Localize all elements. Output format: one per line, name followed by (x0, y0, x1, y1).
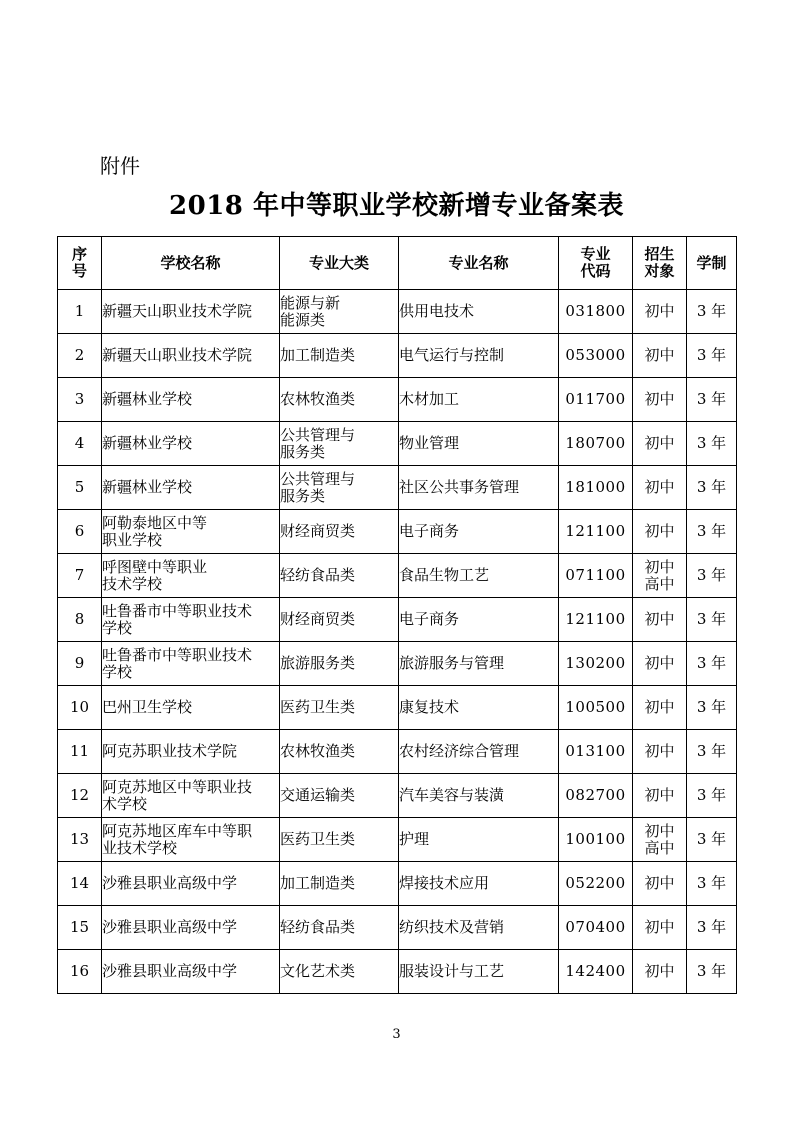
cell-school: 吐鲁番市中等职业技术 学校 (102, 598, 280, 642)
cell-no: 9 (58, 642, 102, 686)
header-major: 专业名称 (399, 237, 559, 290)
cell-duration: 3 年 (687, 818, 737, 862)
cell-category: 加工制造类 (280, 334, 399, 378)
cell-school: 阿克苏地区库车中等职 业技术学校 (102, 818, 280, 862)
table-row (58, 818, 737, 862)
cell-target: 初中 (633, 906, 687, 950)
cell-code: 130200 (559, 642, 633, 686)
header-duration: 学制 (687, 237, 737, 290)
cell-major: 旅游服务与管理 (399, 642, 559, 686)
cell-school: 阿勒泰地区中等 职业学校 (102, 510, 280, 554)
table-row (58, 774, 737, 818)
cell-major: 护理 (399, 818, 559, 862)
cell-code: 142400 (559, 950, 633, 994)
cell-code: 070400 (559, 906, 633, 950)
cell-category: 农林牧渔类 (280, 730, 399, 774)
cell-no: 14 (58, 862, 102, 906)
cell-category: 农林牧渔类 (280, 378, 399, 422)
cell-target: 初中 (633, 334, 687, 378)
cell-category: 公共管理与 服务类 (280, 422, 399, 466)
cell-duration: 3 年 (687, 774, 737, 818)
cell-code: 013100 (559, 730, 633, 774)
table-row (58, 290, 737, 334)
table-row (58, 862, 737, 906)
cell-school: 新疆林业学校 (102, 422, 280, 466)
cell-school: 新疆天山职业技术学院 (102, 334, 280, 378)
cell-major: 康复技术 (399, 686, 559, 730)
cell-duration: 3 年 (687, 422, 737, 466)
cell-target: 初中 (633, 950, 687, 994)
cell-major: 农村经济综合管理 (399, 730, 559, 774)
cell-duration: 3 年 (687, 862, 737, 906)
cell-duration: 3 年 (687, 334, 737, 378)
table-row (58, 730, 737, 774)
cell-category: 公共管理与 服务类 (280, 466, 399, 510)
table-row (58, 334, 737, 378)
cell-code: 031800 (559, 290, 633, 334)
cell-category: 文化艺术类 (280, 950, 399, 994)
cell-no: 11 (58, 730, 102, 774)
table-row (58, 642, 737, 686)
cell-category: 轻纺食品类 (280, 554, 399, 598)
cell-duration: 3 年 (687, 642, 737, 686)
cell-school: 新疆林业学校 (102, 466, 280, 510)
cell-duration: 3 年 (687, 730, 737, 774)
cell-major: 汽车美容与装潢 (399, 774, 559, 818)
cell-school: 巴州卫生学校 (102, 686, 280, 730)
cell-target: 初中 (633, 378, 687, 422)
cell-major: 木材加工 (399, 378, 559, 422)
cell-target: 初中 (633, 510, 687, 554)
cell-major: 食品生物工艺 (399, 554, 559, 598)
cell-no: 8 (58, 598, 102, 642)
cell-no: 12 (58, 774, 102, 818)
table-row (58, 466, 737, 510)
cell-target: 初中 (633, 862, 687, 906)
cell-no: 4 (58, 422, 102, 466)
cell-no: 2 (58, 334, 102, 378)
cell-category: 旅游服务类 (280, 642, 399, 686)
cell-code: 100500 (559, 686, 633, 730)
table-row (58, 906, 737, 950)
cell-no: 15 (58, 906, 102, 950)
cell-major: 电气运行与控制 (399, 334, 559, 378)
cell-school: 呼图壁中等职业 技术学校 (102, 554, 280, 598)
cell-target: 初中 (633, 598, 687, 642)
cell-school: 阿克苏地区中等职业技 术学校 (102, 774, 280, 818)
cell-duration: 3 年 (687, 906, 737, 950)
page-number: 3 (392, 1027, 401, 1042)
header-category: 专业大类 (280, 237, 399, 290)
cell-target: 初中 (633, 290, 687, 334)
cell-no: 5 (58, 466, 102, 510)
cell-duration: 3 年 (687, 510, 737, 554)
cell-category: 轻纺食品类 (280, 906, 399, 950)
cell-target: 初中 (633, 466, 687, 510)
header-target: 招生 对象 (633, 237, 687, 290)
cell-no: 1 (58, 290, 102, 334)
cell-duration: 3 年 (687, 950, 737, 994)
cell-major: 纺织技术及营销 (399, 906, 559, 950)
cell-duration: 3 年 (687, 686, 737, 730)
cell-code: 071100 (559, 554, 633, 598)
table-row (58, 598, 737, 642)
document-title: 2018 年中等职业学校新增专业备案表 (169, 191, 624, 221)
cell-school: 阿克苏职业技术学院 (102, 730, 280, 774)
cell-target: 初中 (633, 642, 687, 686)
cell-code: 082700 (559, 774, 633, 818)
cell-target: 初中 (633, 774, 687, 818)
cell-school: 新疆天山职业技术学院 (102, 290, 280, 334)
cell-major: 服装设计与工艺 (399, 950, 559, 994)
table-row (58, 422, 737, 466)
cell-major: 电子商务 (399, 510, 559, 554)
cell-code: 052200 (559, 862, 633, 906)
cell-no: 7 (58, 554, 102, 598)
cell-category: 交通运输类 (280, 774, 399, 818)
table-row (58, 554, 737, 598)
cell-category: 财经商贸类 (280, 598, 399, 642)
cell-target: 初中 (633, 730, 687, 774)
cell-no: 16 (58, 950, 102, 994)
cell-duration: 3 年 (687, 466, 737, 510)
cell-no: 6 (58, 510, 102, 554)
cell-code: 180700 (559, 422, 633, 466)
cell-major: 供用电技术 (399, 290, 559, 334)
cell-code: 121100 (559, 598, 633, 642)
cell-duration: 3 年 (687, 378, 737, 422)
cell-major: 焊接技术应用 (399, 862, 559, 906)
cell-target: 初中 高中 (633, 818, 687, 862)
cell-duration: 3 年 (687, 290, 737, 334)
cell-no: 3 (58, 378, 102, 422)
cell-major: 物业管理 (399, 422, 559, 466)
attachment-label: 附件 (100, 154, 140, 178)
table-row (58, 686, 737, 730)
cell-school: 沙雅县职业高级中学 (102, 862, 280, 906)
header-no: 序 号 (58, 237, 102, 290)
header-row (58, 237, 737, 290)
cell-target: 初中 (633, 686, 687, 730)
cell-code: 121100 (559, 510, 633, 554)
table-row (58, 950, 737, 994)
cell-no: 10 (58, 686, 102, 730)
table-row (58, 510, 737, 554)
cell-code: 011700 (559, 378, 633, 422)
cell-category: 加工制造类 (280, 862, 399, 906)
cell-code: 181000 (559, 466, 633, 510)
cell-category: 医药卫生类 (280, 686, 399, 730)
cell-school: 新疆林业学校 (102, 378, 280, 422)
cell-code: 053000 (559, 334, 633, 378)
record-table (57, 236, 737, 994)
cell-target: 初中 高中 (633, 554, 687, 598)
cell-code: 100100 (559, 818, 633, 862)
cell-target: 初中 (633, 422, 687, 466)
header-code: 专业 代码 (559, 237, 633, 290)
cell-major: 社区公共事务管理 (399, 466, 559, 510)
cell-duration: 3 年 (687, 554, 737, 598)
cell-category: 财经商贸类 (280, 510, 399, 554)
cell-category: 医药卫生类 (280, 818, 399, 862)
table-row (58, 378, 737, 422)
cell-school: 沙雅县职业高级中学 (102, 906, 280, 950)
cell-school: 沙雅县职业高级中学 (102, 950, 280, 994)
cell-major: 电子商务 (399, 598, 559, 642)
cell-category: 能源与新 能源类 (280, 290, 399, 334)
cell-duration: 3 年 (687, 598, 737, 642)
cell-school: 吐鲁番市中等职业技术 学校 (102, 642, 280, 686)
header-school: 学校名称 (102, 237, 280, 290)
cell-no: 13 (58, 818, 102, 862)
